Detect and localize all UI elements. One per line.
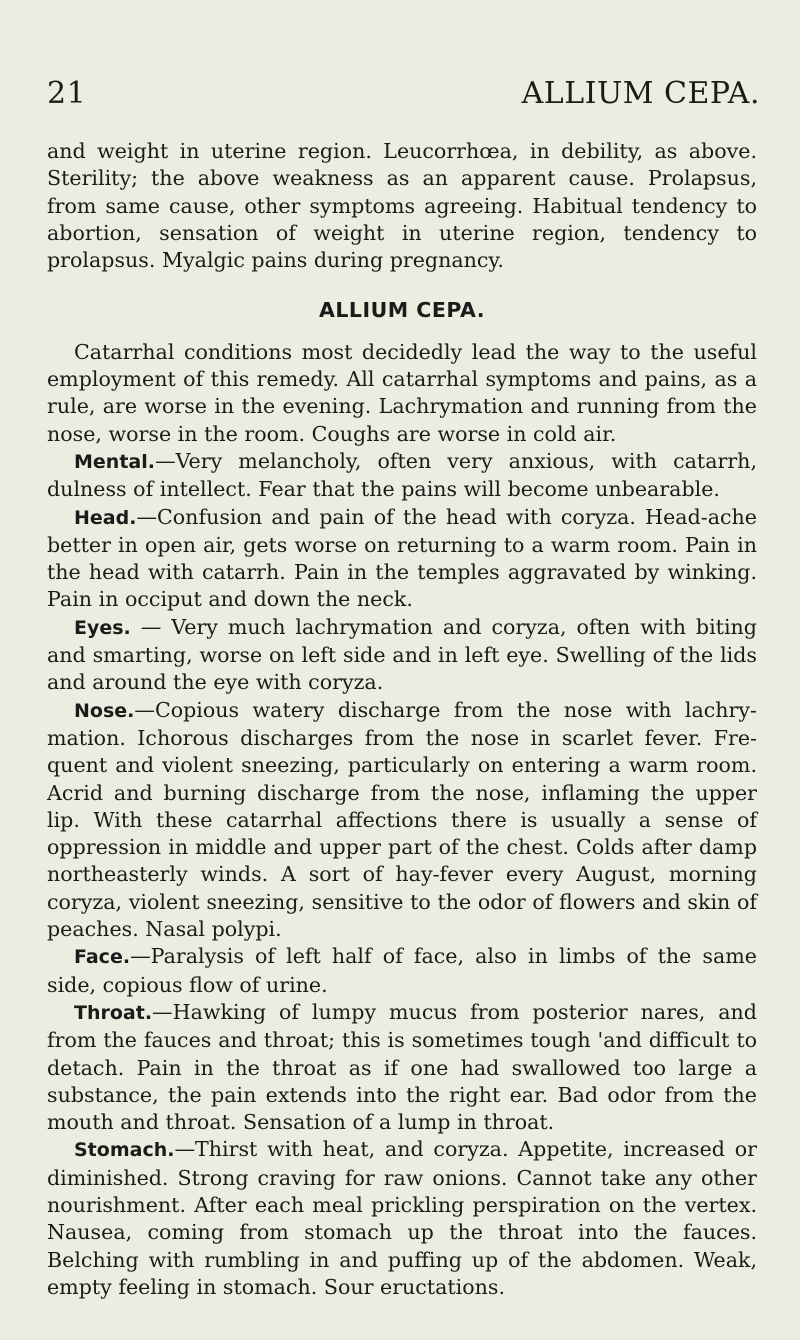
page-body [47, 138, 757, 1301]
entry-term: Eyes. [74, 616, 131, 639]
entry-text: —Thirst with heat, and coryza. Appetite, increased or diminished. Strong craving for raw onions. Cannot take any other nourishment. After each meal prickling perspiration on the vertex. Nausea, coming from stomach up the throat into the fauces. Belching with rumbling in and puffing up of the abdomen. Weak, empty feeling in stomach. Sour eructations. [47, 1137, 757, 1299]
entry-mental [47, 448, 757, 504]
entry-text: —Hawking of lumpy mucus from posterior nares, and from the fauces and throat; this is sometimes tough 'and difficult to detach. Pain in the throat as if one had swallowed too large a substance, the pain extends into the right ear. Bad odor from the mouth and throat. Sensation of a lump in throat. [47, 999, 757, 1135]
running-title: ALLIUM CEPA. [521, 76, 760, 111]
entry-stomach [47, 1136, 757, 1301]
entry-text: — Very much lachrymation and coryza, often with biting and smarting, worse on left side and in left eye. Swelling of the lids and around the eye with coryza. [47, 614, 757, 695]
entry-text: —Very melancholy, often very anxious, with catarrh, dulness of intellect. Fear that the pains will become unbearable. [47, 448, 757, 502]
entry-face [47, 943, 757, 999]
entry-text: —Confusion and pain of the head with coryza. Head-ache better in open air, gets worse on returning to a warm room. Pain in the head with catarrh. Pain in the temples aggravated by winking. Pain in occiput and down the neck. [47, 504, 757, 612]
entry-text: —Paralysis of left half of face, also in limbs of the same side, copious flow of urine. [47, 944, 757, 997]
opening-paragraph: Catarrhal conditions most decidedly lead the way to the useful employment of this remedy. All catarrhal symptoms and pains, as a rule, are worse in the evening. Lachrymation and running from the nose, worse in the room. Coughs are worse in cold air. [47, 339, 757, 446]
section-title: ALLIUM CEPA. [318, 298, 486, 323]
entry-throat [47, 999, 757, 1136]
page-number: 21 [47, 76, 87, 111]
entry-head [47, 504, 757, 614]
entry-term: Face. [74, 946, 131, 969]
entry-term: Mental. [74, 450, 155, 473]
entry-term: Head. [74, 506, 137, 529]
entry-term: Nose. [74, 699, 135, 722]
entry-nose [47, 697, 757, 944]
running-header [47, 76, 760, 112]
entry-term: Stomach. [74, 1139, 175, 1162]
entry-term: Throat. [74, 1001, 153, 1024]
intro-paragraph: and weight in uterine region. Leucorrhœa, in debility, as above. Sterility; the above weakness as an apparent cause. Prolapsus, from same cause, other symptoms agreeing. Habitual tendency to abortion, sensation of weight in uterine region, tendency to prolapsus. Myalgic pains during pregnancy. [47, 139, 757, 273]
entry-eyes [47, 614, 757, 697]
entry-text: —Copious watery discharge from the nose with lachry-mation. Ichorous discharges from the nose in scarlet fever. Fre-quent and violent sneezing, particularly on entering a warm room. Acrid and burning discharge from the nose, inflaming the upper lip. With these catarrhal affections there is usually a sense of oppression in middle and upper part of the chest. Colds after damp northeasterly winds. A sort of hay-fever every August, morning coryza, violent sneezing, sensitive to the odor of flowers and skin of peaches. Nasal polypi. [47, 697, 757, 942]
